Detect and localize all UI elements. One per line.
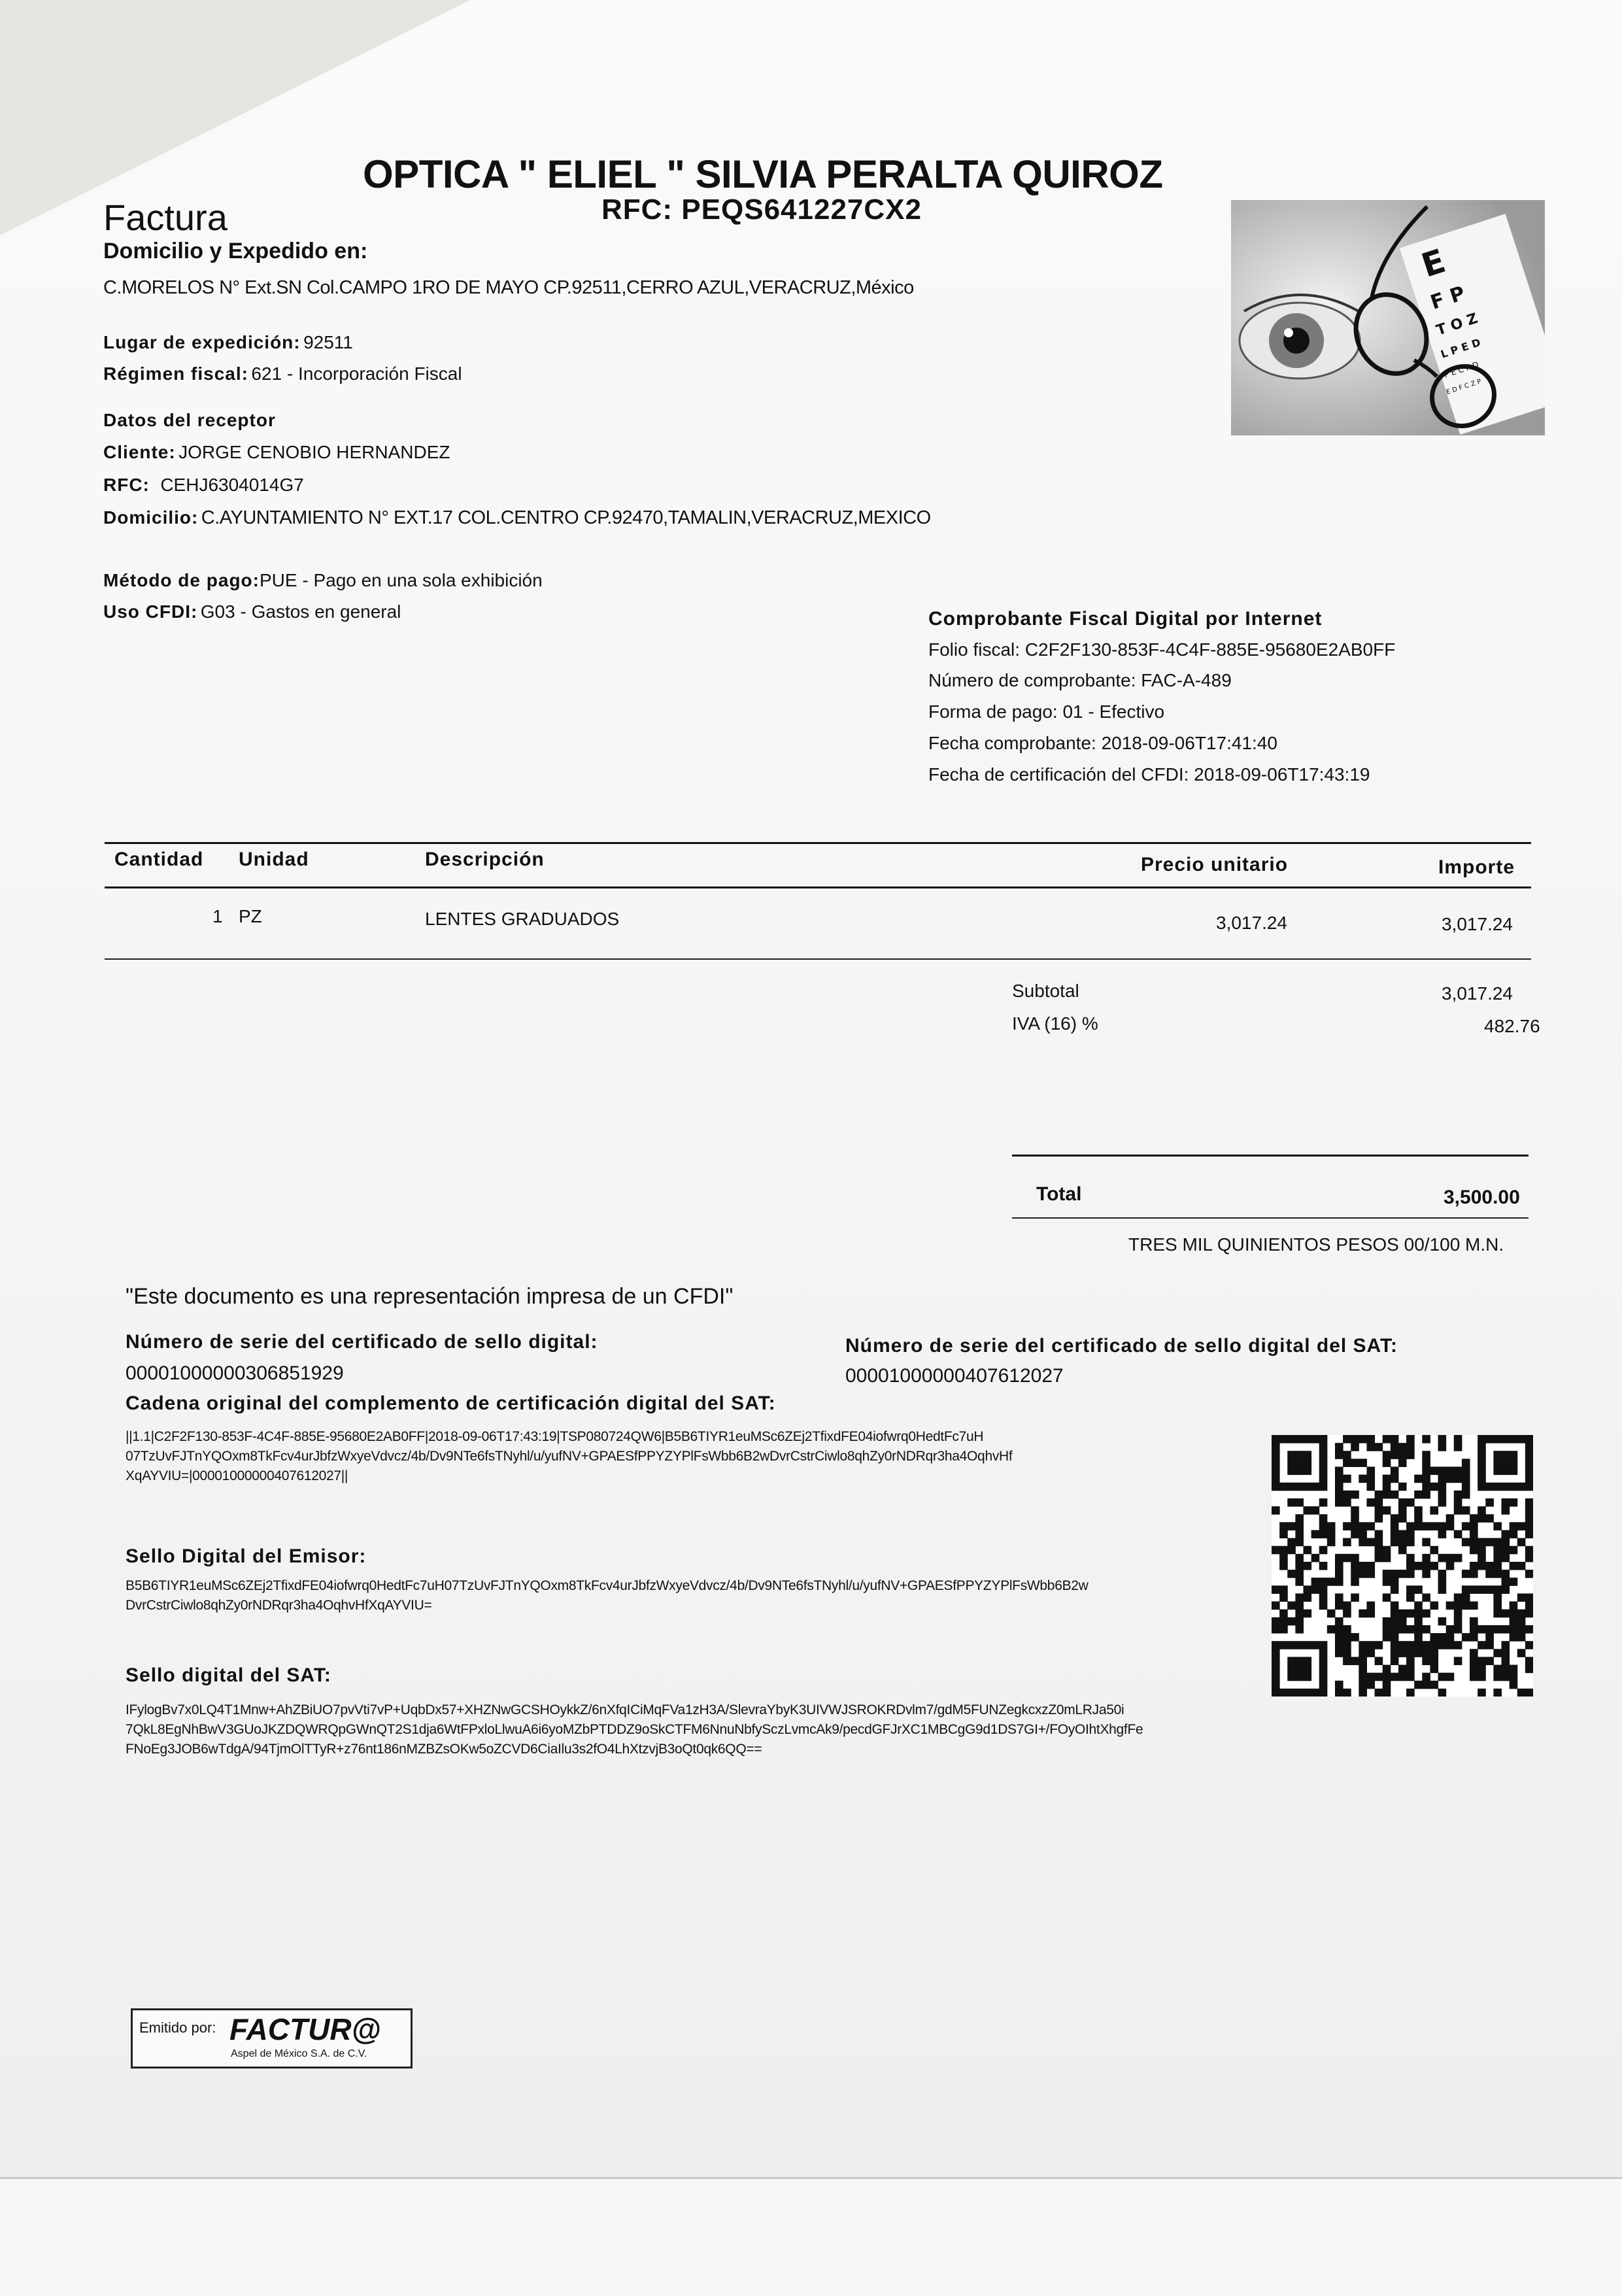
row-quantity: 1 bbox=[212, 906, 223, 926]
eye-chart-photo bbox=[1231, 200, 1545, 435]
original-chain-line: 07TzUvFJTnYQOxm8TkFcv4urJbfzWxyeVdvcz/4b/Dv9NTe6fsTNyhl/u/yufNV+GPAESfPPYZYPlFsWbb6B2wDvrCstrCiwlo8qhZy0rNDRqr3ha4OqhvHf bbox=[126, 1449, 1013, 1464]
client-value: JORGE CENOBIO HERNANDEZ bbox=[178, 442, 450, 462]
sat-seal-line: FNoEg3JOB6wTdgA/94TjmOlTTyR+z76nt186nMZBZsOKw5oZCVD6CiaIlu3s2fO4LhXtzvjB3oQt0qk6QQ== bbox=[126, 1742, 762, 1757]
payment-form: Forma de pago: 01 - Efectivo bbox=[928, 701, 1165, 722]
factura-provider-logo bbox=[131, 2008, 413, 2068]
invoice-date: Fecha comprobante: 2018-09-06T17:41:40 bbox=[928, 733, 1277, 753]
total-in-words: TRES MIL QUINIENTOS PESOS 00/100 M.N. bbox=[1128, 1234, 1504, 1255]
original-chain-label: Cadena original del complemento de certificación digital del SAT: bbox=[126, 1393, 776, 1414]
row-unit-price: 3,017.24 bbox=[1216, 913, 1287, 933]
header-unit-price: Precio unitario bbox=[1141, 854, 1289, 875]
place-value: 92511 bbox=[303, 332, 353, 352]
paper-bottom-edge bbox=[0, 2177, 1622, 2296]
sat-seal-line: IFylogBv7x0LQ4T1Mnw+AhZBiUO7pvVti7vP+UqbDx57+XHZNwGCSHOykkZ/6nXfqICiMqFVa1zH3A/SlevraYbyK3UIVWJSROKRDvlm7/gdM5FUNZegkcxzZ0mLRJa50i bbox=[126, 1702, 1124, 1717]
cfdi-use-value: G03 - Gastos en general bbox=[200, 601, 401, 622]
header-quantity: Cantidad bbox=[114, 849, 204, 870]
svg-text:T O Z: T O Z bbox=[1434, 310, 1480, 339]
issuer-seal-label: Sello Digital del Emisor: bbox=[126, 1545, 367, 1567]
svg-text:F P: F P bbox=[1427, 282, 1468, 314]
cfdi-use bbox=[103, 601, 401, 622]
payment-method-label: Método de pago: bbox=[103, 570, 260, 590]
client-label: Cliente: bbox=[103, 442, 176, 462]
client-address bbox=[103, 507, 931, 529]
issuer-seal-line: B5B6TIYR1euMSc6ZEj2TfixdFE04iofwrq0HedtFc7uH07TzUvFJTnYQOxm8TkFcv4urJbfzWxyeVdvcz/4b/Dv9NTe6fsTNyhl/u/yufNV+GPAESfPPYZYPlFsWbb6B2w bbox=[126, 1578, 1089, 1593]
header-amount: Importe bbox=[1438, 856, 1515, 878]
original-chain-line: XqAYVIU=|00001000000407612027|| bbox=[126, 1468, 348, 1483]
issuer-seal-line: DvrCstrCiwlo8qhZy0rNDRqr3ha4OqhvHfXqAYVIU= bbox=[126, 1598, 432, 1613]
sat-certificate-serial-label: Número de serie del certificado de sello digital del SAT: bbox=[845, 1335, 1398, 1357]
client-rfc-label: RFC: bbox=[103, 475, 150, 495]
issuer-rfc: RFC: PEQS641227CX2 bbox=[601, 194, 922, 226]
certification-date: Fecha de certificación del CFDI: 2018-09-06T17:43:19 bbox=[928, 764, 1370, 785]
business-name: OPTICA " ELIEL " SILVIA PERALTA QUIROZ bbox=[363, 152, 1163, 196]
regime-label: Régimen fiscal: bbox=[103, 363, 248, 384]
svg-text:L P E D: L P E D bbox=[1439, 336, 1482, 361]
document-type: Factura bbox=[103, 197, 228, 238]
sat-seal-label: Sello digital del SAT: bbox=[126, 1664, 331, 1686]
place-of-issue bbox=[103, 332, 353, 353]
original-chain-line: ||1.1|C2F2F130-853F-4C4F-885E-95680E2AB0FF|2018-09-06T17:43:19|TSP080724QW6|B5B6TIYR1euMSc6ZEj2TfixdFE04iofwrq0HedtFc7uH bbox=[126, 1429, 984, 1444]
qr-code bbox=[1272, 1435, 1533, 1697]
receptor-heading: Datos del receptor bbox=[103, 410, 276, 430]
client-rfc-value: CEHJ6304014G7 bbox=[160, 475, 304, 495]
certificate-serial-value: 00001000000306851929 bbox=[126, 1362, 344, 1384]
provider-brand: FACTUR@ bbox=[229, 2012, 381, 2046]
folded-corner bbox=[0, 0, 471, 235]
client-address-label: Domicilio: bbox=[103, 507, 199, 528]
client-address-value: C.AYUNTAMIENTO N° EXT.17 COL.CENTRO CP.92470,TAMALIN,VERACRUZ,MEXICO bbox=[201, 507, 931, 528]
sat-seal-line: 7QkL8EgNhBwV3GUoJKZDQWRQpGWnQT2S1dja6WtFPxloLlwuA6i6yoMZbPTDDZ9oSkCTFM6NnuNbfySczLvmcAk9/pecdGFJrXC1MBCgG9d1DS7GI+/FOyOIhtXhgfFe bbox=[126, 1722, 1143, 1737]
client bbox=[103, 442, 450, 463]
tax-regime bbox=[103, 363, 462, 384]
total-top-rule bbox=[1012, 1155, 1529, 1156]
provider-brand-subtitle: Aspel de México S.A. de C.V. bbox=[231, 2048, 367, 2059]
svg-text:E D F C Z P: E D F C Z P bbox=[1445, 378, 1483, 396]
svg-text:E: E bbox=[1417, 241, 1450, 285]
subtotal-value: 3,017.24 bbox=[1442, 983, 1513, 1004]
svg-text:P E C F D: P E C F D bbox=[1443, 360, 1480, 380]
issued-by-label: Emitido por: bbox=[139, 2019, 216, 2036]
fiscal-folio: Folio fiscal: C2F2F130-853F-4C4F-885E-95680E2AB0FF bbox=[928, 639, 1396, 660]
regime-value: 621 - Incorporación Fiscal bbox=[251, 363, 462, 384]
subtotal-label: Subtotal bbox=[1012, 981, 1079, 1001]
place-label: Lugar de expedición: bbox=[103, 332, 301, 352]
issuer-address: C.MORELOS N° Ext.SN Col.CAMPO 1RO DE MAYO CP.92511,CERRO AZUL,VERACRUZ,México bbox=[103, 277, 914, 298]
payment-method-value: PUE - Pago en una sola exhibición bbox=[259, 570, 543, 590]
client-rfc bbox=[103, 475, 304, 496]
table-header-rule bbox=[105, 886, 1531, 888]
payment-method bbox=[103, 570, 543, 591]
table-bottom-rule bbox=[105, 958, 1531, 960]
cfdi-representation-note: "Este documento es una representación impresa de un CFDI" bbox=[126, 1284, 734, 1309]
table-top-rule bbox=[105, 842, 1531, 844]
header-description: Descripción bbox=[425, 849, 545, 870]
iva-value: 482.76 bbox=[1484, 1016, 1540, 1036]
row-unit: PZ bbox=[239, 906, 262, 926]
iva-label: IVA (16) % bbox=[1012, 1013, 1098, 1034]
header-unit: Unidad bbox=[239, 849, 309, 870]
issuer-address-heading: Domicilio y Expedido en: bbox=[103, 239, 368, 263]
row-amount: 3,017.24 bbox=[1442, 914, 1513, 934]
total-bottom-rule bbox=[1012, 1217, 1529, 1219]
total-label: Total bbox=[1036, 1183, 1082, 1205]
cfdi-heading: Comprobante Fiscal Digital por Internet bbox=[928, 608, 1323, 630]
total-value: 3,500.00 bbox=[1444, 1187, 1520, 1208]
sat-certificate-serial-value: 00001000000407612027 bbox=[845, 1365, 1064, 1387]
invoice-number: Número de comprobante: FAC-A-489 bbox=[928, 670, 1232, 690]
cfdi-use-label: Uso CFDI: bbox=[103, 601, 198, 622]
certificate-serial-label: Número de serie del certificado de sello digital: bbox=[126, 1331, 598, 1353]
row-description: LENTES GRADUADOS bbox=[425, 909, 620, 929]
